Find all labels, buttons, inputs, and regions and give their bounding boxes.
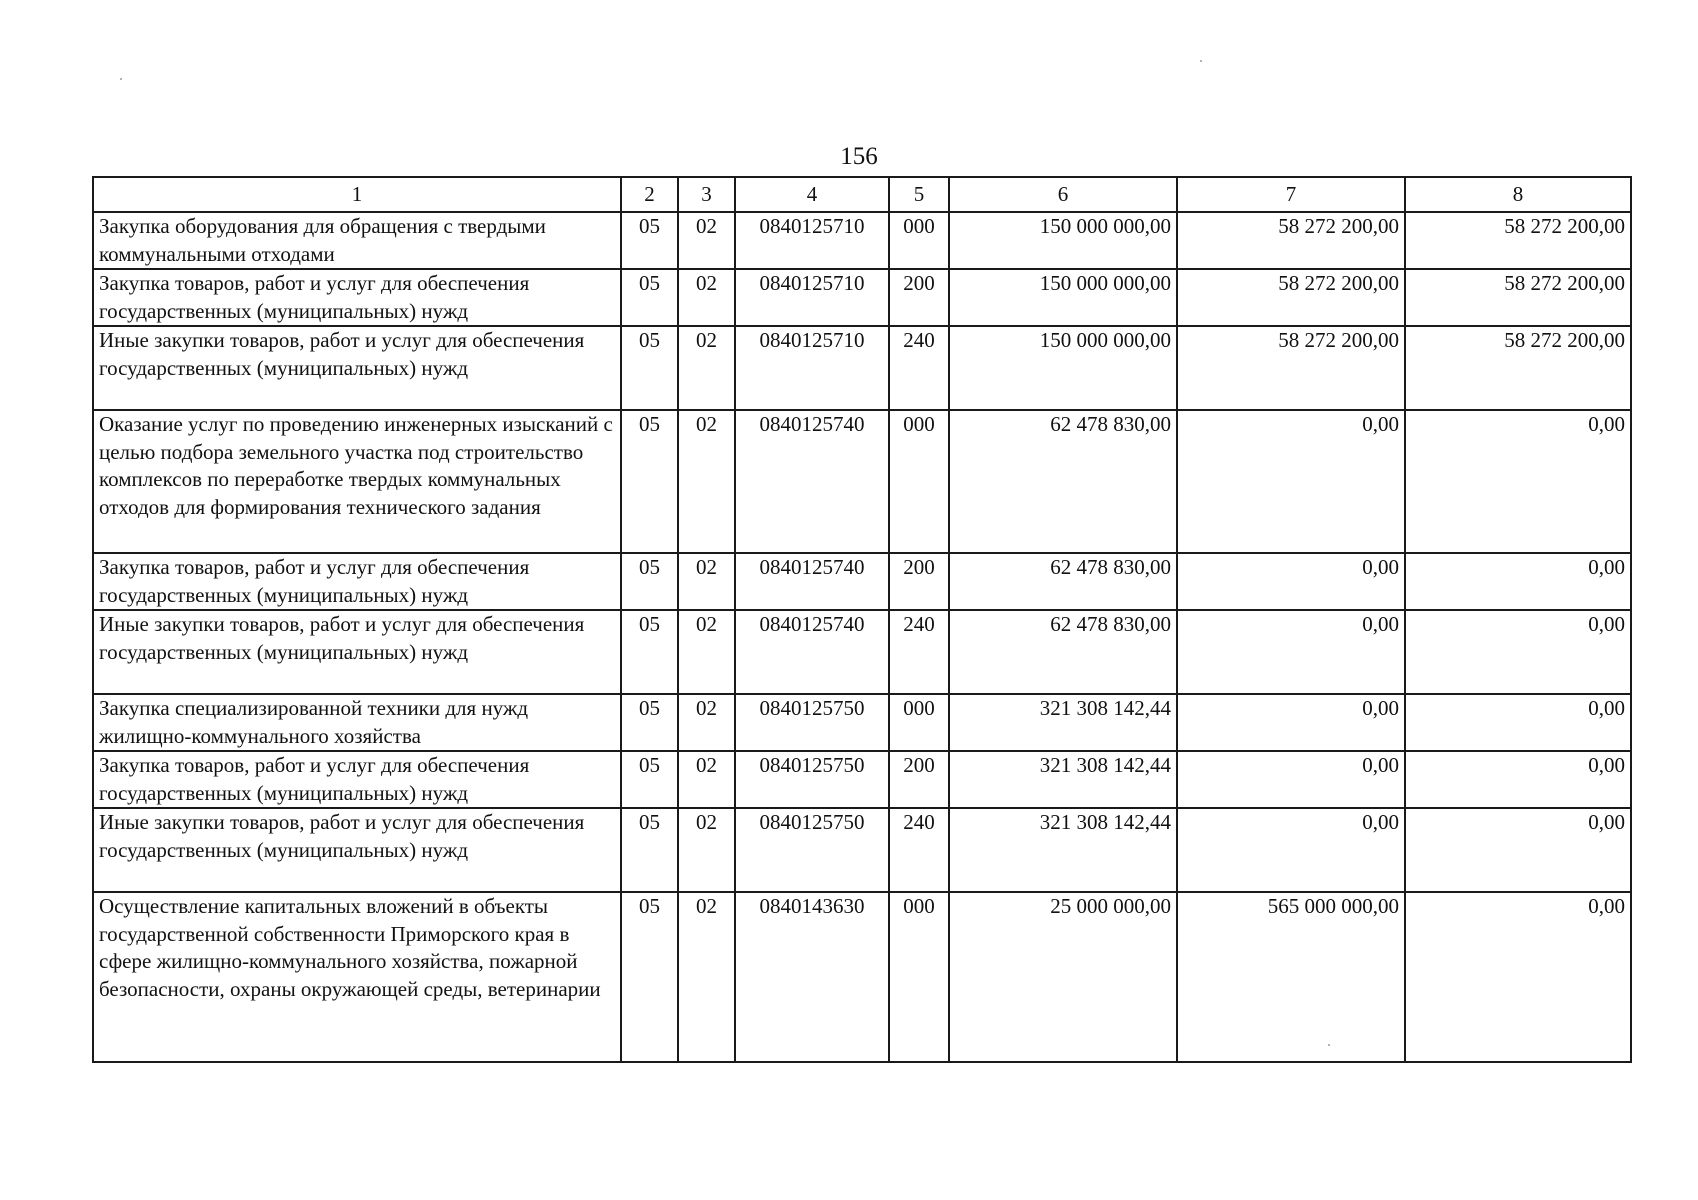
table-row [93,326,1631,410]
column-header: 2 [621,177,678,212]
column-header: 4 [735,177,889,212]
table-row [93,892,1631,1062]
expense-type-code: 000 [889,694,949,751]
amount-col-7: 58 272 200,00 [1177,212,1405,269]
amount-col-8: 0,00 [1405,553,1631,610]
section-code: 05 [621,694,678,751]
subsection-code: 02 [678,410,735,553]
target-article-code: 0840125740 [735,610,889,694]
subsection-code: 02 [678,694,735,751]
amount-col-6: 25 000 000,00 [949,892,1177,1062]
table-row [93,410,1631,553]
row-description: Закупка товаров, работ и услуг для обеспечения государственных (муниципальных) нужд [93,553,621,610]
subsection-code: 02 [678,751,735,808]
table-row [93,751,1631,808]
expense-type-code: 000 [889,212,949,269]
expense-type-code: 000 [889,410,949,553]
target-article-code: 0840125750 [735,808,889,892]
target-article-code: 0840125710 [735,269,889,326]
amount-col-7: 58 272 200,00 [1177,269,1405,326]
subsection-code: 02 [678,212,735,269]
section-code: 05 [621,892,678,1062]
amount-col-6: 62 478 830,00 [949,410,1177,553]
subsection-code: 02 [678,892,735,1062]
amount-col-8: 58 272 200,00 [1405,212,1631,269]
amount-col-7: 0,00 [1177,808,1405,892]
expense-type-code: 240 [889,610,949,694]
amount-col-6: 321 308 142,44 [949,808,1177,892]
section-code: 05 [621,269,678,326]
column-header: 8 [1405,177,1631,212]
amount-col-6: 150 000 000,00 [949,269,1177,326]
amount-col-7: 0,00 [1177,751,1405,808]
amount-col-8: 0,00 [1405,694,1631,751]
row-description: Иные закупки товаров, работ и услуг для обеспечения государственных (муниципальных) нужд [93,326,621,410]
amount-col-8: 58 272 200,00 [1405,269,1631,326]
amount-col-6: 62 478 830,00 [949,553,1177,610]
column-header: 6 [949,177,1177,212]
expense-type-code: 240 [889,326,949,410]
amount-col-8: 0,00 [1405,892,1631,1062]
section-code: 05 [621,610,678,694]
expense-type-code: 200 [889,751,949,808]
row-description: Закупка товаров, работ и услуг для обеспечения государственных (муниципальных) нужд [93,269,621,326]
expense-type-code: 200 [889,553,949,610]
section-code: 05 [621,553,678,610]
amount-col-7: 58 272 200,00 [1177,326,1405,410]
column-header: 7 [1177,177,1405,212]
page-number: 156 [840,143,878,170]
amount-col-7: 0,00 [1177,553,1405,610]
table-row [93,808,1631,892]
row-description: Закупка специализированной техники для нужд жилищно-коммунального хозяйства [93,694,621,751]
column-header: 5 [889,177,949,212]
section-code: 05 [621,751,678,808]
scan-speck [1200,60,1202,62]
table-row [93,269,1631,326]
amount-col-8: 0,00 [1405,410,1631,553]
section-code: 05 [621,326,678,410]
amount-col-8: 0,00 [1405,808,1631,892]
table-row [93,553,1631,610]
row-description: Оказание услуг по проведению инженерных изысканий с целью подбора земельного участка под строительство комплексов по переработке твердых коммунальных отходов для формирования технического задания [93,410,621,553]
amount-col-6: 62 478 830,00 [949,610,1177,694]
target-article-code: 0840143630 [735,892,889,1062]
target-article-code: 0840125750 [735,751,889,808]
table-row [93,610,1631,694]
subsection-code: 02 [678,269,735,326]
amount-col-7: 565 000 000,00 [1177,892,1405,1062]
section-code: 05 [621,410,678,553]
table-row [93,694,1631,751]
expense-type-code: 000 [889,892,949,1062]
column-header: 1 [93,177,621,212]
scan-speck [1328,1044,1330,1046]
row-description: Иные закупки товаров, работ и услуг для обеспечения государственных (муниципальных) нужд [93,808,621,892]
amount-col-8: 0,00 [1405,610,1631,694]
row-description: Осуществление капитальных вложений в объекты государственной собственности Приморского края в сфере жилищно-коммунального хозяйства, пожарной безопасности, охраны окружающей среды, ветеринарии [93,892,621,1062]
row-description: Закупка оборудования для обращения с твердыми коммунальными отходами [93,212,621,269]
target-article-code: 0840125740 [735,410,889,553]
table-row [93,212,1631,269]
expense-type-code: 240 [889,808,949,892]
column-header: 3 [678,177,735,212]
section-code: 05 [621,212,678,269]
amount-col-7: 0,00 [1177,694,1405,751]
table-header-row [93,177,1631,212]
amount-col-8: 0,00 [1405,751,1631,808]
amount-col-8: 58 272 200,00 [1405,326,1631,410]
row-description: Закупка товаров, работ и услуг для обеспечения государственных (муниципальных) нужд [93,751,621,808]
section-code: 05 [621,808,678,892]
scan-speck [120,78,122,80]
budget-table [92,176,1632,1063]
amount-col-6: 150 000 000,00 [949,212,1177,269]
subsection-code: 02 [678,326,735,410]
subsection-code: 02 [678,610,735,694]
subsection-code: 02 [678,808,735,892]
target-article-code: 0840125710 [735,212,889,269]
expense-type-code: 200 [889,269,949,326]
target-article-code: 0840125740 [735,553,889,610]
subsection-code: 02 [678,553,735,610]
target-article-code: 0840125750 [735,694,889,751]
amount-col-6: 150 000 000,00 [949,326,1177,410]
amount-col-6: 321 308 142,44 [949,694,1177,751]
amount-col-7: 0,00 [1177,410,1405,553]
row-description: Иные закупки товаров, работ и услуг для обеспечения государственных (муниципальных) нужд [93,610,621,694]
amount-col-7: 0,00 [1177,610,1405,694]
target-article-code: 0840125710 [735,326,889,410]
amount-col-6: 321 308 142,44 [949,751,1177,808]
